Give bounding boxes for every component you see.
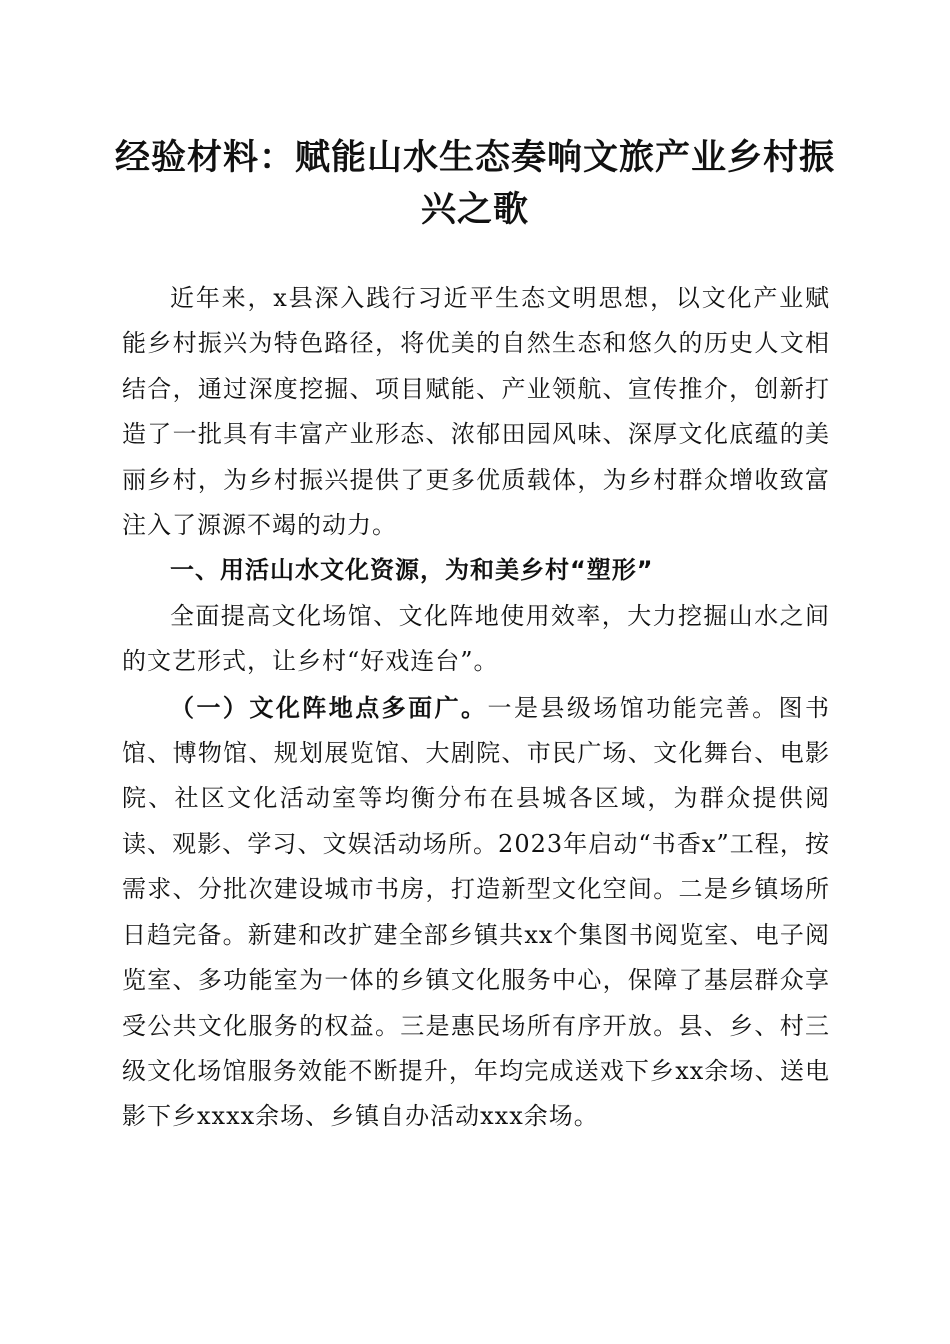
document-title: 经验材料：赋能山水生态奏响文旅产业乡村振兴之歌 [114,138,835,230]
subsection-text: 一是县级场馆功能完善。图书馆、博物馆、规划展览馆、大剧院、市民广场、文化舞台、电影院、社区文化活动室等均衡分布在县城各区域，为群众提供阅读、观影、学习、文娱活动场所。2023年启动“书香x”工程，按需求、分批次建设城市书房，打造新型文化空间。二是乡镇场所日趋完备。新建和改扩建全部乡镇共xx个集图书阅览室、电子阅览室、多功能室为一体的乡镇文化服务中心，保障了基层群众享受公共文化服务的权益。三是惠民场所有序开放。县、乡、村三级文化场馆服务效能不断提升，年均完成送戏下乡xx余场、送电影下乡xxxx余场、乡镇自办活动xxx余场。 [122,693,830,1131]
subsection-paragraph [122,685,830,1140]
document-body [122,276,830,1140]
section-summary-paragraph: 全面提高文化场馆、文化阵地使用效率，大力挖掘山水之间的文艺形式，让乡村“好戏连台”。 [122,601,830,676]
intro-paragraph: 近年来，x县深入践行习近平生态文明思想，以文化产业赋能乡村振兴为特色路径，将优美的自然生态和悠久的历史人文相结合，通过深度挖掘、项目赋能、产业领航、宣传推介，创新打造了一批具有丰富产业形态、浓郁田园风味、深厚文化底蕴的美丽乡村，为乡村振兴提供了更多优质载体，为乡村群众增收致富注入了源源不竭的动力。 [122,284,830,540]
subsection-lead: （一）文化阵地点多面广。 [170,692,488,722]
section-heading: 一、用活山水文化资源，为和美乡村“塑形” [170,556,654,585]
